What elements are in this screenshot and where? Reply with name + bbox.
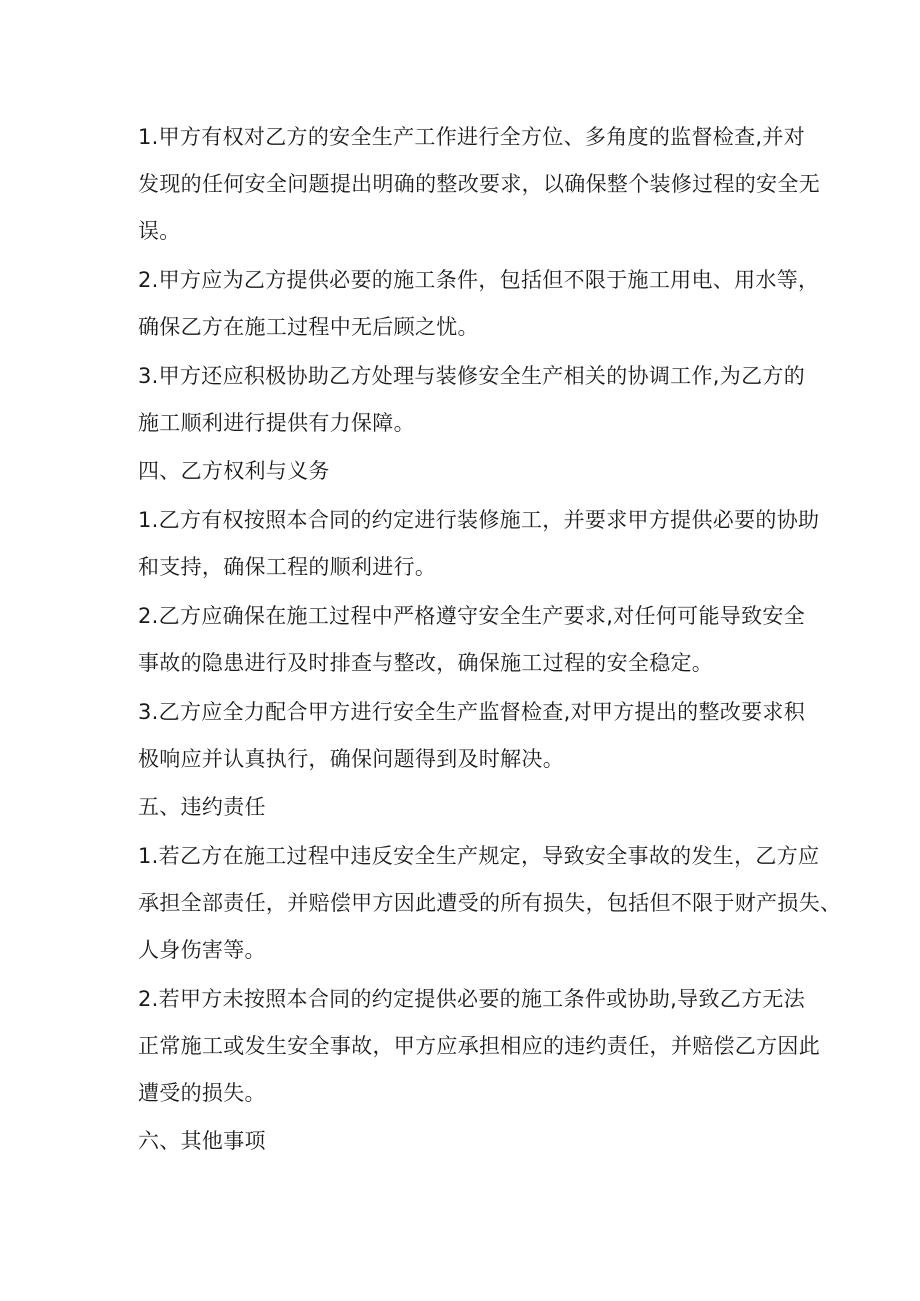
paragraph-line: 承 担 全 部 责 任 ， 并 赔 偿 甲 方 因 此 遭 受 的 所 有 损 失 ， 包 括 但 不 限 于 财 产 损 失 、: [138, 891, 842, 915]
paragraph-line: 施工顺利进行提供有力保障。: [138, 411, 415, 435]
paragraph-line: 极响应并认真执行，确保问题得到及时解决。: [138, 747, 564, 771]
paragraph-line: 1 . 若 乙 方 在 施 工 过 程 中 违 反 安 全 生 产 规 定 ， 导 致 安 全 事 故 的 发 生 ， 乙 方 应: [138, 844, 820, 868]
section-heading: 六、其他事项: [138, 1129, 266, 1153]
paragraph-line: 和支持，确保工程的顺利进行。: [138, 555, 437, 579]
paragraph-line: 人身伤害等。: [138, 938, 266, 962]
paragraph-line: 正 常 施 工 或 发 生 安 全 事 故 ， 甲 方 应 承 担 相 应 的 违 约 责 任 ， 并 赔 偿 乙 方 因 此: [138, 1034, 820, 1058]
paragraph-line: 确保乙方在施工过程中无后顾之忧。: [138, 315, 479, 339]
paragraph-line: 2 . 乙 方 应 确 保 在 施 工 过 程 中 严 格 遵 守 安 全 生 产 要 求 , 对 任 何 可 能 导 致 安 全: [138, 604, 806, 628]
paragraph-line: 事故的隐患进行及时排查与整改，确保施工过程的安全稳定。: [138, 651, 714, 675]
paragraph-line: 1 . 乙 方 有 权 按 照 本 合 同 的 约 定 进 行 装 修 施 工 ， 并 要 求 甲 方 提 供 必 要 的 协 助: [138, 508, 820, 532]
paragraph-line: 发 现 的 任 何 安 全 问 题 提 出 明 确 的 整 改 要 求 ， 以 确 保 整 个 装 修 过 程 的 安 全 无: [138, 172, 820, 196]
section-heading: 五、违约责任: [138, 795, 266, 819]
paragraph-line: 遭受的损失。: [138, 1081, 266, 1105]
paragraph-line: 3 . 甲 方 还 应 积 极 协 助 乙 方 处 理 与 装 修 安 全 生 产 相 关 的 协 调 工 作 , 为 乙 方 的: [138, 364, 806, 388]
paragraph-line: 2 . 若 甲 方 未 按 照 本 合 同 的 约 定 提 供 必 要 的 施 工 条 件 或 协 助 , 导 致 乙 方 无 法: [138, 987, 806, 1011]
paragraph-line: 误。: [138, 219, 181, 243]
paragraph-line: 3 . 乙 方 应 全 力 配 合 甲 方 进 行 安 全 生 产 监 督 检 查 , 对 甲 方 提 出 的 整 改 要 求 积: [138, 700, 806, 724]
paragraph-line: 1 . 甲 方 有 权 对 乙 方 的 安 全 生 产 工 作 进 行 全 方 位 、 多 角 度 的 监 督 检 查 , 并 对: [138, 125, 806, 149]
paragraph-line: 2 . 甲 方 应 为 乙 方 提 供 必 要 的 施 工 条 件 ， 包 括 但 不 限 于 施 工 用 电 、 用 水 等 ，: [138, 268, 820, 292]
section-heading: 四、乙方权利与义务: [138, 459, 330, 483]
